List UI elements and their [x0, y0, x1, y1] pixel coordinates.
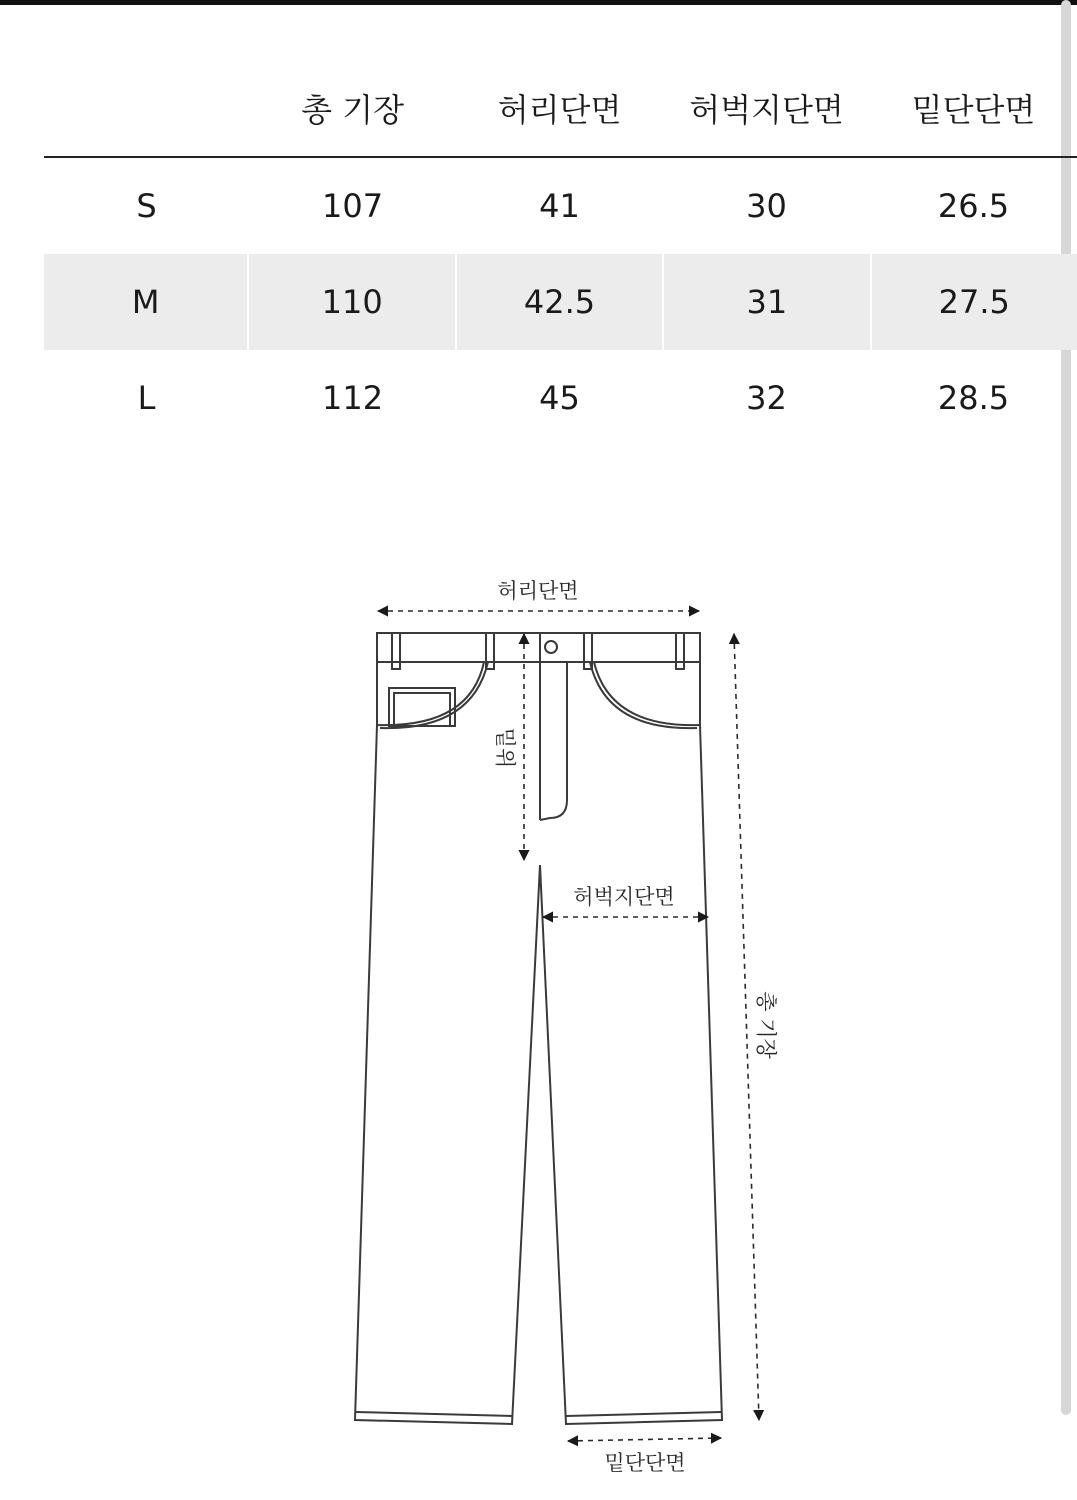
waist-diagram-label: 허리단면 [497, 579, 579, 603]
cell-total: 110 [249, 254, 454, 350]
hem-measure-line [568, 1438, 721, 1441]
cell-waist: 42.5 [457, 254, 662, 350]
cell-hem: 27.5 [872, 254, 1077, 350]
cell-size: L [137, 379, 156, 417]
cell-hem: 26.5 [937, 187, 1010, 225]
header-hem: 밑단단면 [911, 91, 1036, 129]
cell-size: S [136, 187, 157, 225]
cell-waist: 41 [539, 187, 580, 225]
pants-illustration [355, 633, 722, 1424]
cell-thigh: 32 [746, 379, 787, 417]
header-waist: 허리단면 [497, 91, 622, 129]
header-thigh: 허벅지단면 [689, 91, 844, 129]
hem-diagram-label: 밑단단면 [604, 1451, 686, 1475]
total-length-diagram-label: 총 기장 [754, 991, 778, 1059]
cell-thigh: 30 [746, 187, 787, 225]
cell-thigh: 31 [664, 254, 869, 350]
rise-diagram-label: 밑위 [493, 727, 517, 769]
cell-total: 112 [322, 379, 384, 417]
cell-waist: 45 [539, 379, 580, 417]
measurement-lines [378, 611, 759, 1441]
thigh-diagram-label: 허벅지단면 [573, 885, 675, 909]
header-total-length: 총 기장 [301, 91, 405, 129]
cell-size: M [44, 254, 247, 350]
cell-hem: 28.5 [937, 379, 1010, 417]
cell-total: 107 [322, 187, 384, 225]
